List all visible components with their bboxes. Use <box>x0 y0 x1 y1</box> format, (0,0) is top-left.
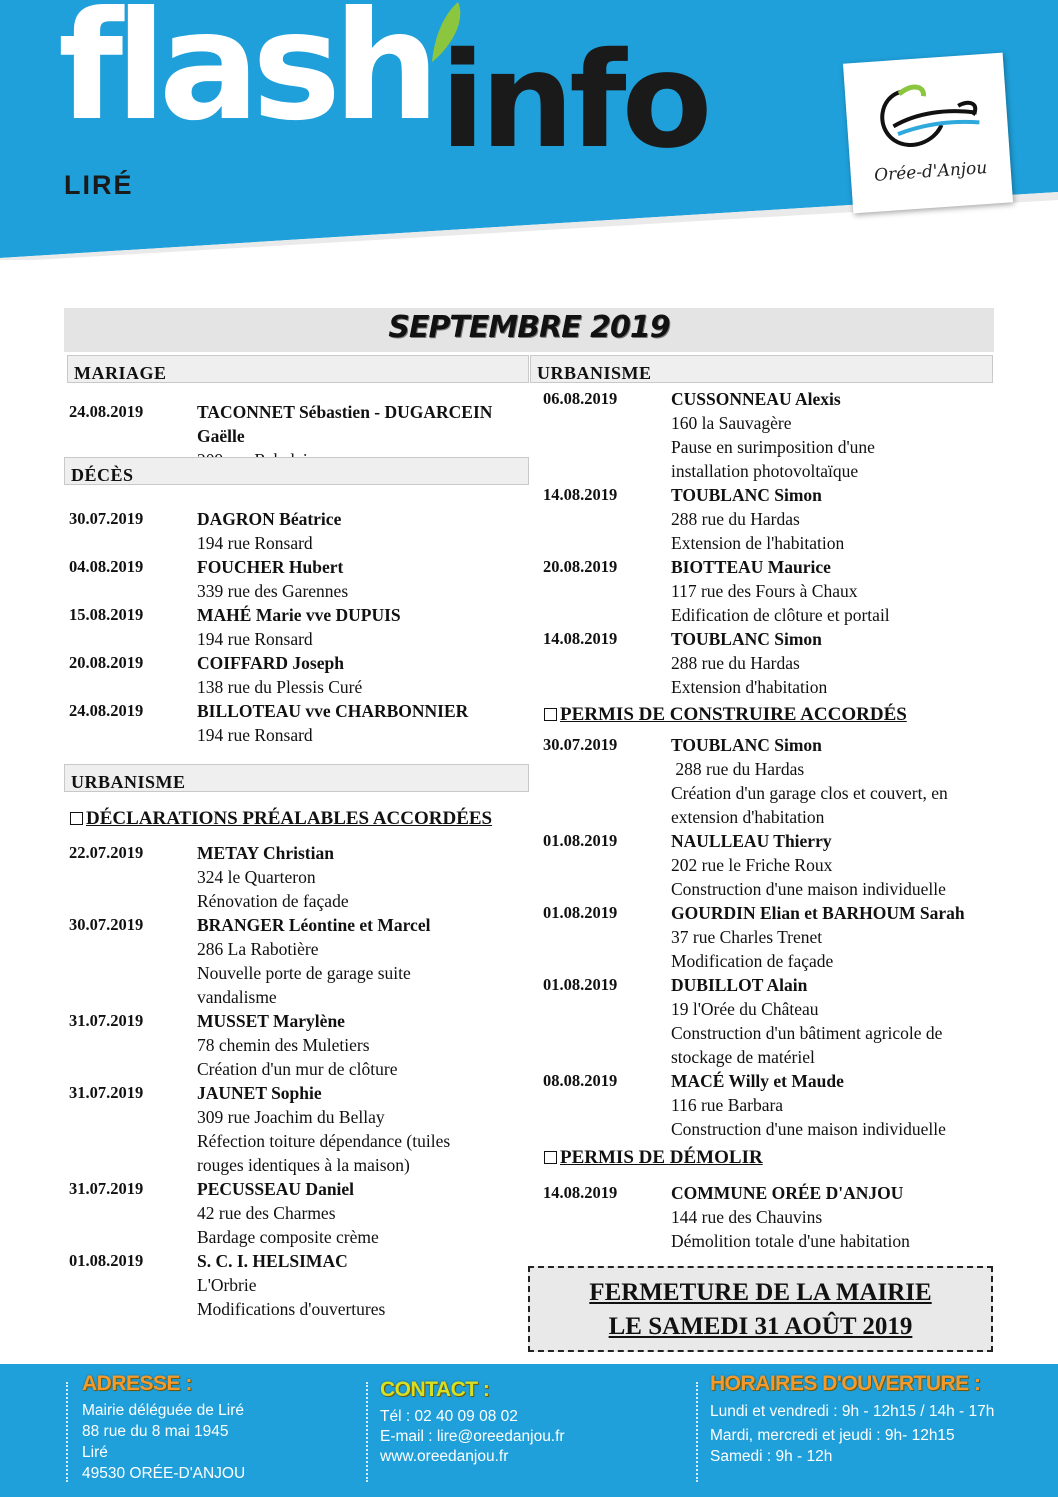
subheading-permis-construire <box>544 704 907 726</box>
address-heading: ADRESSE : <box>82 1372 192 1395</box>
entry-date: 15.08.2019 <box>69 605 144 624</box>
entry-row <box>69 651 529 699</box>
entry-row <box>69 1009 529 1081</box>
entry-detail: installation photovoltaïque <box>671 461 859 481</box>
entry-name: GOURDIN Elian et BARHOUM Sarah <box>671 903 965 923</box>
address-line: Mairie déléguée de Liré <box>82 1402 244 1419</box>
hours-line: Lundi et vendredi : 9h - 12h15 / 14h - 17h <box>710 1403 995 1420</box>
entry-detail: Edification de clôture et portail <box>671 605 890 625</box>
entry-row <box>69 603 529 651</box>
entry-detail: Bardage composite crème <box>197 1227 379 1247</box>
declarations-list <box>69 841 529 1321</box>
entry-name: PECUSSEAU Daniel <box>197 1179 355 1199</box>
entry-row <box>69 699 529 747</box>
entry-detail: 194 rue Ronsard <box>197 629 313 649</box>
entry-row <box>69 507 529 555</box>
entry-row <box>69 841 529 913</box>
entry-row <box>543 973 993 1069</box>
entry-detail: 339 rue des Garennes <box>197 581 349 601</box>
entry-body <box>197 603 529 651</box>
entry-date: 01.08.2019 <box>69 1251 144 1270</box>
hours-line: Samedi : 9h - 12h <box>710 1448 833 1465</box>
entry-body <box>671 829 993 901</box>
entry-body <box>671 733 993 829</box>
entry-body <box>197 841 529 913</box>
permis-construire-list <box>543 733 993 1141</box>
entry-date: 31.07.2019 <box>69 1179 144 1198</box>
town-name: LIRÉ <box>64 170 134 200</box>
entry-detail: Modifications d'ouvertures <box>197 1299 386 1319</box>
entry-date: 30.07.2019 <box>543 735 618 754</box>
entry-body <box>197 1249 529 1321</box>
entry-detail: 288 rue du Hardas <box>671 759 805 779</box>
entry-date: 06.08.2019 <box>543 389 618 408</box>
entry-detail: Démolition totale d'une habitation <box>671 1231 910 1251</box>
subheading-permis-demolir <box>544 1147 763 1169</box>
entry-body <box>197 1009 529 1081</box>
entry-name: TOUBLANC Simon <box>671 485 822 505</box>
entry-date: 24.08.2019 <box>69 402 144 421</box>
entry-row <box>543 387 993 483</box>
entry-name: MAHÉ Marie vve DUPUIS <box>197 605 401 625</box>
entry-body <box>197 699 529 747</box>
entry-detail: 194 rue Ronsard <box>197 533 313 553</box>
dotted-separator <box>696 1382 698 1482</box>
entry-body <box>671 973 993 1069</box>
entry-row <box>69 913 529 1009</box>
footer-address <box>66 1364 356 1497</box>
entry-detail: extension d'habitation <box>671 807 825 827</box>
entry-body <box>671 1181 993 1253</box>
entry-row <box>69 1177 529 1249</box>
entry-date: 20.08.2019 <box>543 557 618 576</box>
entry-body <box>197 555 529 603</box>
entry-detail: Création d'un garage clos et couvert, en <box>671 783 948 803</box>
entry-detail: 309 rue Joachim du Bellay <box>197 1107 385 1127</box>
entry-detail: Extension de l'habitation <box>671 533 845 553</box>
entry-detail: Extension d'habitation <box>671 677 828 697</box>
contact-heading: CONTACT : <box>380 1378 490 1401</box>
entry-name: BILLOTEAU vve CHARBONNIER <box>197 701 469 721</box>
entry-row <box>543 901 993 973</box>
dotted-separator <box>366 1382 368 1482</box>
entry-name: TACONNET Sébastien - DUGARCEIN Gaëlle <box>197 402 493 446</box>
closure-notice-line1: FERMETURE DE LA MAIRIE <box>589 1279 932 1306</box>
entry-date: 30.07.2019 <box>69 915 144 934</box>
entry-body <box>197 913 529 1009</box>
entry-date: 08.08.2019 <box>543 1071 618 1090</box>
hours-heading: HORAIRES D'OUVERTURE : <box>710 1372 981 1395</box>
logo-text: Orée-d'Anjou <box>873 157 988 186</box>
checkbox-square-icon <box>70 812 83 825</box>
entry-detail: Création d'un mur de clôture <box>197 1059 398 1079</box>
entry-detail: 116 rue Barbara <box>671 1095 784 1115</box>
permis-demolir-list <box>543 1181 993 1253</box>
entry-detail: 19 l'Orée du Château <box>671 999 819 1019</box>
entry-date: 30.07.2019 <box>69 509 144 528</box>
footer-contact <box>366 1364 686 1497</box>
entry-detail: 194 rue Ronsard <box>197 725 313 745</box>
entry-name: FOUCHER Hubert <box>197 557 344 577</box>
entry-body <box>671 387 993 483</box>
urbanisme-right-list <box>543 387 993 699</box>
section-heading-urbanisme-left: URBANISME <box>64 764 529 792</box>
entry-body <box>671 901 993 973</box>
entry-row <box>543 733 993 829</box>
oree-anjou-logo <box>843 53 1013 214</box>
entry-detail: vandalisme <box>197 987 277 1007</box>
entry-name: BIOTTEAU Maurice <box>671 557 831 577</box>
entry-detail: 288 rue du Hardas <box>671 509 800 529</box>
address-line: 49530 ORÉE-D'ANJOU <box>82 1465 246 1482</box>
entry-detail: Construction d'un bâtiment agricole de <box>671 1023 943 1043</box>
entry-date: 01.08.2019 <box>543 903 618 922</box>
month-title: SEPTEMBRE 2019 <box>388 310 670 345</box>
entry-detail: Modification de façade <box>671 951 834 971</box>
entry-date: 20.08.2019 <box>69 653 144 672</box>
masthead <box>0 0 1058 260</box>
address-line: Liré <box>82 1444 108 1461</box>
closure-notice <box>528 1266 993 1352</box>
entry-name: MUSSET Marylène <box>197 1011 345 1031</box>
subheading-declarations-label: DÉCLARATIONS PRÉALABLES ACCORDÉES <box>86 808 493 829</box>
entry-row <box>69 1081 529 1177</box>
entry-detail: 138 rue du Plessis Curé <box>197 677 363 697</box>
checkbox-square-icon <box>544 708 557 721</box>
entry-detail: 288 rue du Hardas <box>671 653 800 673</box>
entry-row <box>69 1249 529 1321</box>
entry-date: 04.08.2019 <box>69 557 144 576</box>
entry-body <box>197 651 529 699</box>
entry-date: 14.08.2019 <box>543 1183 618 1202</box>
contact-email-link[interactable]: E-mail : lire@oreedanjou.fr <box>380 1428 565 1445</box>
entry-name: S. C. I. HELSIMAC <box>197 1251 348 1271</box>
contact-phone: Tél : 02 40 09 08 02 <box>380 1408 518 1425</box>
entry-name: COIFFARD Joseph <box>197 653 344 673</box>
entry-name: TOUBLANC Simon <box>671 629 822 649</box>
entry-detail: Rénovation de façade <box>197 891 349 911</box>
brand-flash: flash <box>58 0 432 154</box>
entry-detail: 37 rue Charles Trenet <box>671 927 823 947</box>
entry-name: DAGRON Béatrice <box>197 509 342 529</box>
entry-row <box>69 555 529 603</box>
entry-row <box>543 1069 993 1141</box>
logo-swirl-icon <box>864 68 990 168</box>
entry-detail: stockage de matériel <box>671 1047 815 1067</box>
entry-date: 01.08.2019 <box>543 975 618 994</box>
footer <box>0 1364 1058 1497</box>
entry-detail: 78 chemin des Muletiers <box>197 1035 370 1055</box>
entry-detail: 42 rue des Charmes <box>197 1203 336 1223</box>
brand-info: info <box>440 24 708 178</box>
footer-hours <box>696 1364 1051 1497</box>
section-heading-urbanisme-right: URBANISME <box>530 355 993 383</box>
entry-row <box>543 1181 993 1253</box>
contact-website-link[interactable]: www.oreedanjou.fr <box>380 1448 509 1465</box>
entry-detail: 202 rue le Friche Roux <box>671 855 833 875</box>
entry-detail: L'Orbrie <box>197 1275 257 1295</box>
entry-body <box>197 1081 529 1177</box>
subheading-declarations <box>70 808 492 830</box>
entry-name: MACÉ Willy et Maude <box>671 1071 844 1091</box>
entry-row <box>543 483 993 555</box>
entry-name: DUBILLOT Alain <box>671 975 808 995</box>
entry-detail: Pause en surimposition d'une <box>671 437 875 457</box>
entry-detail: Construction d'une maison individuelle <box>671 1119 946 1139</box>
dotted-separator <box>66 1382 68 1482</box>
entry-body <box>197 1177 529 1249</box>
entry-name: BRANGER Léontine et Marcel <box>197 915 431 935</box>
entry-date: 01.08.2019 <box>543 831 618 850</box>
entry-detail: Nouvelle porte de garage suite <box>197 963 411 983</box>
entry-detail: 144 rue des Chauvins <box>671 1207 823 1227</box>
entry-detail: 160 la Sauvagère <box>671 413 792 433</box>
entry-date: 31.07.2019 <box>69 1083 144 1102</box>
entry-body <box>671 1069 993 1141</box>
entry-date: 22.07.2019 <box>69 843 144 862</box>
entry-row <box>543 829 993 901</box>
entry-name: CUSSONNEAU Alexis <box>671 389 841 409</box>
entry-detail: 117 rue des Fours à Chaux <box>671 581 858 601</box>
deces-list <box>69 507 529 747</box>
section-heading-deces: DÉCÈS <box>64 457 529 485</box>
entry-detail: Réfection toiture dépendance (tuiles <box>197 1131 451 1151</box>
entry-date: 24.08.2019 <box>69 701 144 720</box>
entry-row <box>543 627 993 699</box>
hours-line: Mardi, mercredi et jeudi : 9h- 12h15 <box>710 1427 955 1444</box>
entry-row <box>543 555 993 627</box>
entry-name: NAULLEAU Thierry <box>671 831 832 851</box>
entry-date: 14.08.2019 <box>543 629 618 648</box>
entry-detail: 286 La Rabotière <box>197 939 319 959</box>
entry-detail: Construction d'une maison individuelle <box>671 879 946 899</box>
section-heading-mariage: MARIAGE <box>67 355 529 383</box>
entry-name: METAY Christian <box>197 843 334 863</box>
entry-body <box>671 627 993 699</box>
checkbox-square-icon <box>544 1151 557 1164</box>
entry-date: 14.08.2019 <box>543 485 618 504</box>
entry-body <box>671 483 993 555</box>
subheading-permis-demolir-label: PERMIS DE DÉMOLIR <box>560 1147 763 1168</box>
entry-body <box>671 555 993 627</box>
entry-detail: rouges identiques à la maison) <box>197 1155 410 1175</box>
subheading-permis-construire-label: PERMIS DE CONSTRUIRE ACCORDÉS <box>560 704 907 725</box>
entry-date: 31.07.2019 <box>69 1011 144 1030</box>
entry-body <box>197 507 529 555</box>
entry-name: TOUBLANC Simon <box>671 735 822 755</box>
entry-name: JAUNET Sophie <box>197 1083 322 1103</box>
entry-name: COMMUNE ORÉE D'ANJOU <box>671 1183 904 1203</box>
address-line: 88 rue du 8 mai 1945 <box>82 1423 229 1440</box>
month-title-bar <box>64 308 994 352</box>
closure-notice-line2: LE SAMEDI 31 AOÛT 2019 <box>608 1313 913 1340</box>
entry-detail: 324 le Quarteron <box>197 867 316 887</box>
